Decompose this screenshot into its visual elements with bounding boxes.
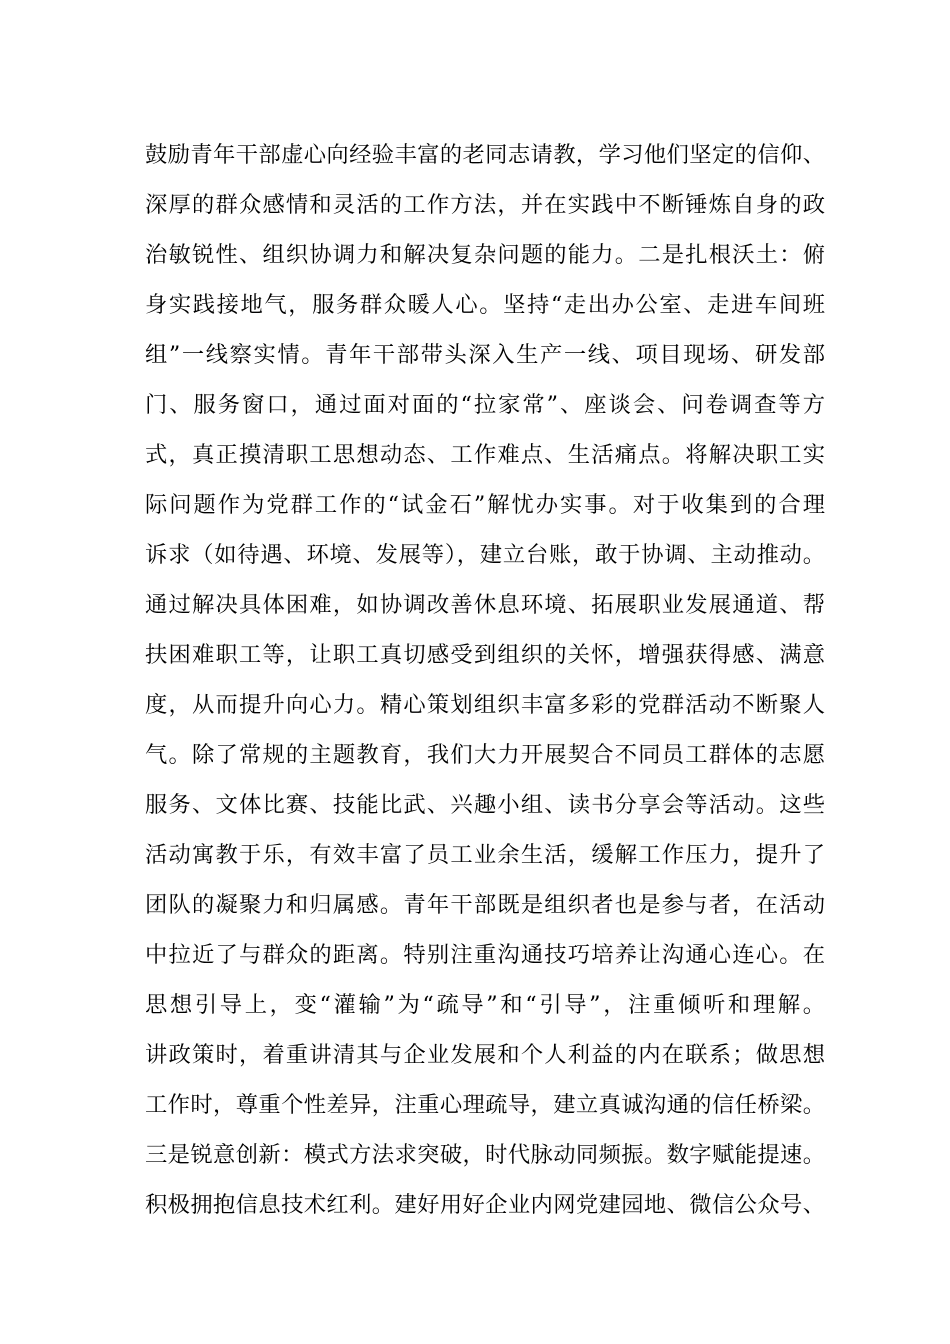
text-line: 积极拥抱信息技术红利。建好用好企业内网党建园地、微信公众号、 [145, 1192, 825, 1218]
text-line: 治敏锐性、组织协调力和解决复杂问题的能力。二是扎根沃土：俯 [145, 242, 825, 268]
text-line: 门、服务窗口，通过面对面的“拉家常”、座谈会、问卷调查等方 [145, 392, 825, 418]
text-line: 工作时，尊重个性差异，注重心理疏导，建立真诚沟通的信任桥梁。 [145, 1092, 825, 1118]
text-line: 组”一线察实情。青年干部带头深入生产一线、项目现场、研发部 [145, 342, 825, 368]
text-line: 思想引导上，变“灌输”为“疏导”和“引导”，注重倾听和理解。 [145, 992, 825, 1018]
text-line: 扶困难职工等，让职工真切感受到组织的关怀，增强获得感、满意 [145, 642, 825, 668]
text-line: 中拉近了与群众的距离。特别注重沟通技巧培养让沟通心连心。在 [145, 942, 825, 968]
text-line: 身实践接地气，服务群众暖人心。坚持“走出办公室、走进车间班 [145, 292, 825, 318]
text-line: 团队的凝聚力和归属感。青年干部既是组织者也是参与者，在活动 [145, 892, 825, 918]
text-line: 度，从而提升向心力。精心策划组织丰富多彩的党群活动不断聚人 [145, 692, 825, 718]
text-line: 气。除了常规的主题教育，我们大力开展契合不同员工群体的志愿 [145, 742, 825, 768]
body-text [145, 130, 825, 1230]
text-line: 三是锐意创新：模式方法求突破，时代脉动同频振。数字赋能提速。 [145, 1142, 825, 1168]
text-line: 际问题作为党群工作的“试金石”解忧办实事。对于收集到的合理 [145, 492, 825, 518]
text-line: 鼓励青年干部虚心向经验丰富的老同志请教，学习他们坚定的信仰、 [145, 142, 825, 168]
text-line: 诉求（如待遇、环境、发展等），建立台账，敢于协调、主动推动。 [145, 542, 825, 568]
text-line: 深厚的群众感情和灵活的工作方法，并在实践中不断锤炼自身的政 [145, 192, 825, 218]
text-line: 通过解决具体困难，如协调改善休息环境、拓展职业发展通道、帮 [145, 592, 825, 618]
text-line: 式，真正摸清职工思想动态、工作难点、生活痛点。将解决职工实 [145, 442, 825, 468]
text-line: 讲政策时，着重讲清其与企业发展和个人利益的内在联系；做思想 [145, 1042, 825, 1068]
text-line: 服务、文体比赛、技能比武、兴趣小组、读书分享会等活动。这些 [145, 792, 825, 818]
text-line: 活动寓教于乐，有效丰富了员工业余生活，缓解工作压力，提升了 [145, 842, 825, 868]
